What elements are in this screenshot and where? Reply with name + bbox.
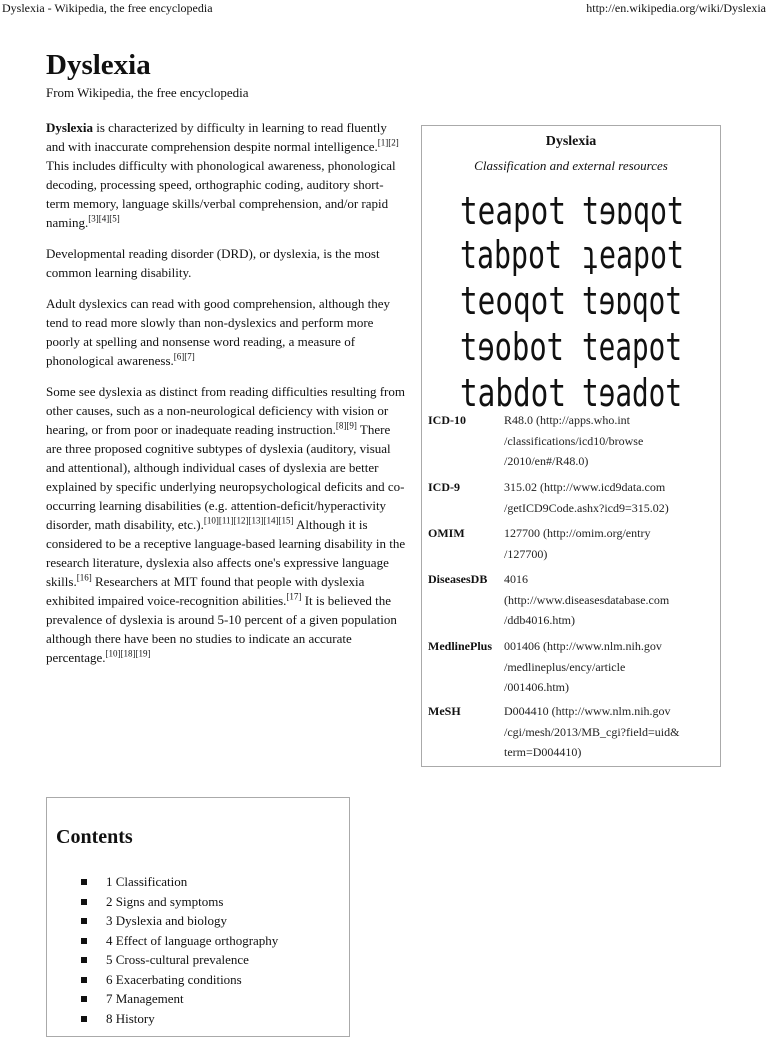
infobox-label: ICD-10 <box>428 413 466 427</box>
handwritten-word: teapot <box>460 189 566 233</box>
link-line[interactable]: term=D004410) <box>504 745 582 759</box>
infobox-table <box>428 410 720 767</box>
link-line[interactable]: /medlineplus/ency/article <box>504 659 626 674</box>
link-line[interactable]: (http://www.diseasesdatabase.com <box>504 592 670 607</box>
paragraph-text: is characterized by difficulty in learning to read fluently and with inaccurate comprehension despite normal intelligence. <box>46 120 387 154</box>
link-line[interactable]: R48.0 (http://apps.who.int <box>504 413 630 427</box>
link-line[interactable]: 127700 (http://omim.org/entry <box>504 526 651 540</box>
link-line[interactable]: 001406 (http://www.nlm.nih.gov <box>504 639 662 653</box>
toc-title: Contents <box>56 826 133 848</box>
link-line[interactable]: /ddb4016.htm) <box>504 613 575 627</box>
toc-link[interactable]: 4 Effect of language orthography <box>106 932 279 948</box>
toc-item[interactable] <box>81 1009 278 1029</box>
paragraph-drd <box>46 244 406 282</box>
handwritten-word: tɘadot <box>582 371 682 415</box>
article-body <box>46 118 406 679</box>
link-line[interactable]: /127700) <box>504 546 548 561</box>
link-line[interactable]: 4016 <box>504 572 528 586</box>
toc-list <box>81 872 278 1028</box>
infobox-label: ICD-9 <box>428 480 460 494</box>
citation-ref[interactable]: [17] <box>286 591 302 602</box>
print-header <box>0 0 768 16</box>
paragraph-text: This includes difficulty with phonological awareness, phonological decoding, processing speed, orthographic coding, auditory short-term memory, language skills/verbal comprehension, and/or rapid naming. <box>46 158 396 230</box>
article-subtitle: From Wikipedia, the free encyclopedia <box>46 85 249 100</box>
infobox-row-medlineplus <box>428 636 720 701</box>
citation-ref[interactable]: [10][18][19] <box>105 648 151 659</box>
paragraph-text: It is believed the prevalence of dyslexia is around 5-10 percent of a given population although there have been no studies to indicate an accurate percentage. <box>46 593 397 665</box>
citation-ref[interactable]: [1][2] <box>377 137 399 148</box>
infobox-label: MedlinePlus <box>428 639 493 653</box>
link-line[interactable]: /2010/en#/R48.0) <box>504 454 589 468</box>
infobox <box>421 125 721 767</box>
toc-link[interactable]: 1 Classification <box>106 874 188 889</box>
page-url[interactable]: http://en.wikipedia.org/wiki/Dyslexia <box>586 1 766 15</box>
paragraph-text: Researchers at MIT found that people with dyslexia exhibited impaired voice-recognition abilities. <box>46 574 365 608</box>
infobox-subtitle: Classification and external resources <box>474 158 668 173</box>
toc-item[interactable] <box>81 872 278 892</box>
infobox-row-icd10 <box>428 410 720 477</box>
infobox-value-link[interactable] <box>504 523 720 569</box>
infobox-row-icd9 <box>428 477 720 523</box>
link-line[interactable]: D004410 (http://www.nlm.nih.gov <box>504 704 671 718</box>
infobox-value-link[interactable] <box>504 477 720 523</box>
infobox-row-omim <box>428 523 720 569</box>
infobox-label: MeSH <box>428 704 461 718</box>
link-line[interactable]: /classifications/icd10/browse <box>504 433 644 448</box>
link-line[interactable]: /getICD9Code.ashx?icd9=315.02) <box>504 500 669 515</box>
infobox-label: DiseasesDB <box>428 572 488 586</box>
citation-ref[interactable]: [8][9] <box>335 420 357 431</box>
infobox-value-link[interactable] <box>504 701 720 767</box>
link-line[interactable]: /cgi/mesh/2013/MB_cgi?field=uid& <box>504 724 680 739</box>
handwriting-sample <box>460 184 686 415</box>
paragraph-intro <box>46 118 406 232</box>
handwritten-word: teoqot <box>460 279 566 323</box>
handwritten-word: tɘɒqot <box>582 189 684 233</box>
paragraph-text: There are three proposed cognitive subtypes of dyslexia (auditory, visual and attentional), although individual cases of dyslexia are better explained by specific underlying neuropsychological deficits and co-occurring learning disabilities (e.g. attention-deficit/hyperactivity disorder, math disability, etc.). <box>46 422 405 532</box>
infobox-image-handwriting[interactable] <box>460 184 686 415</box>
handwritten-word: teapot <box>582 325 682 369</box>
infobox-value-link[interactable] <box>504 569 720 636</box>
infobox-row-diseasesdb <box>428 569 720 636</box>
handwritten-word: tabdot <box>460 371 566 415</box>
table-of-contents <box>46 797 350 1037</box>
page-title-header: Dyslexia - Wikipedia, the free encyclopedia <box>2 1 213 15</box>
toc-item[interactable] <box>81 931 278 951</box>
paragraph-text: Developmental reading disorder (DRD), or dyslexia, is the most common learning disability. <box>46 246 380 280</box>
toc-link[interactable]: 6 Exacerbating conditions <box>106 971 242 987</box>
handwritten-word: tɘobot <box>460 325 564 369</box>
toc-item[interactable] <box>81 970 278 990</box>
toc-link[interactable]: 8 History <box>106 1010 155 1026</box>
term-dyslexia: Dyslexia <box>46 120 93 135</box>
toc-item[interactable] <box>81 950 278 970</box>
article-title: Dyslexia <box>46 49 151 81</box>
handwritten-word: ʇeapot <box>582 233 684 277</box>
paragraph-text: Some see dyslexia as distinct from reading difficulties resulting from other causes, such as a non-neurological deficiency with vision or hearing, or from poor or inadequate reading instruction. <box>46 384 405 437</box>
infobox-row-mesh <box>428 701 720 767</box>
handwritten-word: tɘɒqot <box>582 279 682 323</box>
toc-item[interactable] <box>81 911 278 931</box>
paragraph-adult <box>46 294 406 370</box>
infobox-value-link[interactable] <box>504 636 720 701</box>
citation-ref[interactable]: [3][4][5] <box>88 213 120 224</box>
paragraph-text: Adult dyslexics can read with good comprehension, although they tend to read more slowly than non-dyslexics and perform more poorly at spelling and nonsense word reading, a measure of phonological awareness. <box>46 296 391 368</box>
toc-link[interactable]: 7 Management <box>106 991 184 1006</box>
citation-ref[interactable]: [10][11][12][13][14][15] <box>203 515 294 526</box>
infobox-label: OMIM <box>428 526 465 540</box>
toc-item[interactable] <box>81 989 278 1009</box>
toc-link[interactable]: 2 Signs and symptoms <box>106 893 224 909</box>
handwritten-word: tabpot <box>460 233 562 277</box>
toc-item[interactable] <box>81 892 278 912</box>
citation-ref[interactable]: [16] <box>76 572 92 583</box>
citation-ref[interactable]: [6][7] <box>173 351 195 362</box>
infobox-value-link[interactable] <box>504 410 720 477</box>
link-line[interactable]: 315.02 (http://www.icd9data.com <box>504 480 666 494</box>
infobox-title: Dyslexia <box>545 134 597 149</box>
toc-link[interactable]: 5 Cross-cultural prevalence <box>106 952 249 967</box>
toc-link[interactable]: 3 Dyslexia and biology <box>106 913 227 928</box>
paragraph-text: Although it is considered to be a receptive language-based learning disability in the research literature, dyslexia also affects one's expressive language skills. <box>46 517 406 589</box>
link-line[interactable]: /001406.htm) <box>504 680 569 694</box>
paragraph-distinct <box>46 382 406 667</box>
